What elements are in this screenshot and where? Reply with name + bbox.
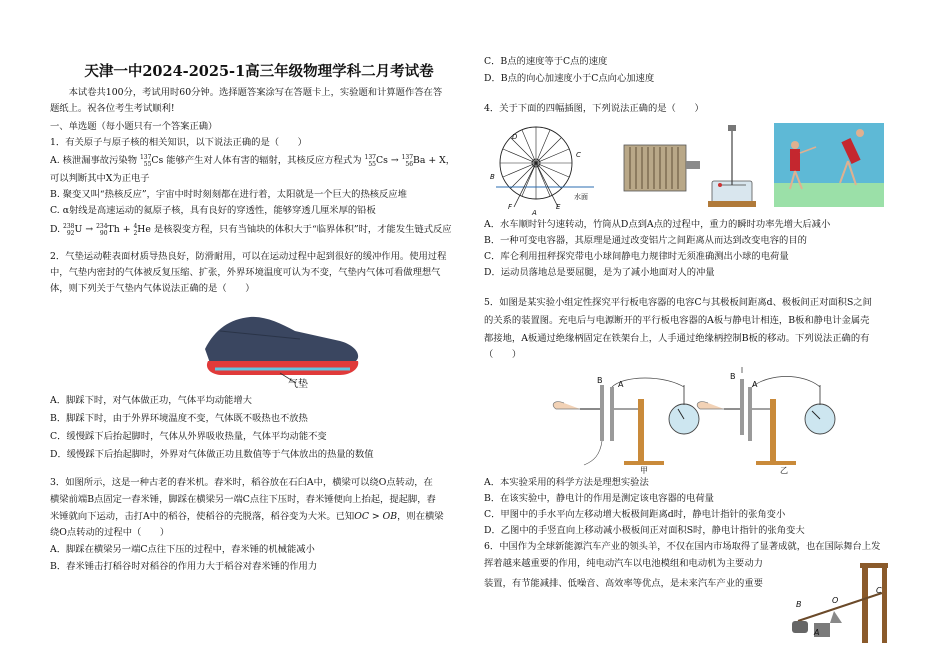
q3-option-c: C．B点的速度等于C点的速度 <box>484 56 608 67</box>
q1-option-a <box>50 151 468 171</box>
q1-option-c: C. α射线是高速运动的氦原子核，具有良好的穿透性，能够穿透几厘米厚的铅板 <box>50 205 376 216</box>
q3-option-d: D．B点的向心加速度小于C点向心加速度 <box>484 73 655 84</box>
ba-mass: 137 <box>401 153 414 161</box>
cs-z: 55 <box>143 160 152 168</box>
th-mass: 234 <box>96 222 108 230</box>
wheel-label-b: B <box>490 173 495 181</box>
cs-mass: 137 <box>139 153 152 161</box>
q5-option-b: B．在该实验中，静电计的作用是测定该电容器的电荷量 <box>484 493 714 504</box>
q2-stem-1: 2．气垫运动鞋表面材质导热良好，防滑耐用，可以在运动过程中起到很好的缓冲作用。使用过程 <box>50 251 447 262</box>
q3-stem-4: 绕O点转动的过程中（ ） <box>50 527 170 538</box>
q1-d-label: D. <box>50 224 61 235</box>
q4-option-d: D．运动员落地总是要屈腿，是为了减小地面对人的冲量 <box>484 267 715 278</box>
u-z: 92 <box>66 229 75 237</box>
capacitor-experiment-drawing <box>484 365 904 473</box>
q6-stem-1: 6．中国作为全球新能源汽车产业的领头羊，不仅在国内市场取得了显著成就，也在国际舞台上发 <box>484 541 881 552</box>
pounder-label-c: C <box>876 586 882 595</box>
q2-option-d: D．缓慢踩下后抬起脚时，外界对气体做正功且数值等于气体放出的热量的数值 <box>50 449 374 460</box>
right-column <box>484 0 904 637</box>
th-symbol: Th <box>107 224 120 235</box>
q1-option-d <box>50 219 468 241</box>
sneaker-illustration <box>50 299 468 391</box>
q3-option-b: B．舂米锤击打稻谷时对稻谷的作用力大于稻谷对舂米锤的作用力 <box>50 561 318 572</box>
q2-fig-label: 气垫 <box>288 379 308 390</box>
q2-option-a: A．脚踩下时，对气体做正功，气体平均动能增大 <box>50 395 252 406</box>
left-column <box>50 0 468 575</box>
q2-option-b: B．脚踩下时，由于外界环境温度不变，气体既不吸热也不放热 <box>50 413 308 424</box>
intro-line-2: 题纸上。祝各位考生考试顺利! <box>50 103 175 114</box>
q3-stem-3-end: ，则在横梁 <box>397 511 444 522</box>
cs2-mass: 137 <box>364 153 376 161</box>
variable-capacitor-drawing <box>624 145 700 191</box>
q1-option-b: B. 聚变又叫“热核反应”，宇宙中时时刻刻都在进行着，太阳就是一个巨大的热核反应堆 <box>50 189 407 200</box>
q1-option-a-cont: 可以判断其中X为正电子 <box>50 173 150 184</box>
q5-stem-1: 5．如图是某实验小组定性探究平行板电容器的电容C与其极板间距离d、极板间正对面积S之间 <box>484 297 872 308</box>
question-1 <box>50 135 468 241</box>
figure-yi-caption: 乙 <box>780 466 788 475</box>
figure-jia-drawing <box>553 378 699 465</box>
cs2-symbol: Cs <box>375 155 388 166</box>
intro-line-1: 本试卷共100分，考试用时60分钟。选择题答案涂写在答题卡上，实验题和计算题作答在答 <box>68 87 443 98</box>
question-6 <box>484 539 904 637</box>
he-mass: 4 <box>133 222 138 230</box>
figure-yi-drawing <box>697 367 835 465</box>
q5-option-c: C．甲图中的手水平向左移动增大板极间距离d时，静电计指针的张角变小 <box>484 509 786 520</box>
wheel-label-c: C <box>576 151 581 159</box>
q1-a-text1: A. 核泄漏事故污染物 <box>50 155 137 166</box>
arrow-1: → <box>390 155 399 166</box>
q3-stem-2: 横梁前端B点固定一舂米锤，脚踩在横梁另一端C点往下压时，舂米锤便向上抬起，提起脚，舂 <box>50 494 436 505</box>
page-title: 天津一中2024-2025-1高三年级物理学科二月考试卷 <box>84 63 434 80</box>
yi-label-a: A <box>752 380 758 389</box>
wheel-label-a: A <box>532 209 537 217</box>
q5-option-a: A．本实验采用的科学方法是理想实验法 <box>484 477 649 488</box>
plus-sign: + <box>122 224 131 235</box>
torsion-balance-drawing <box>708 125 756 207</box>
question-5 <box>484 295 904 539</box>
q5-stem-4: （ ） <box>484 349 522 360</box>
q2-stem-3: 体，则下列关于气垫内气体说法正确的是（ ） <box>50 283 255 294</box>
figure-jia-caption: 甲 <box>640 466 648 475</box>
q1-cs-nums <box>140 154 151 168</box>
u-nums <box>63 223 74 237</box>
rice-pounder-drawing <box>790 563 900 643</box>
jia-label-a: A <box>618 380 624 389</box>
th-z: 90 <box>99 229 108 237</box>
q4-option-a: A．水车顺时针匀速转动，竹筒从D点到A点的过程中，重力的瞬时功率先增大后减小 <box>484 219 831 230</box>
ba-symbol: Ba <box>413 155 426 166</box>
he-symbol: He <box>137 224 151 235</box>
q4-option-b: B．一种可变电容器，其原理是通过改变铝片之间距离从而达到改变电容的目的 <box>484 235 807 246</box>
q3-stem-3-text: 米锤就向下运动，击打A中的稻谷，使稻谷的壳脱落，稻谷变为大米。已知 <box>50 511 355 522</box>
th-nums <box>96 223 107 237</box>
pounder-label-o: O <box>832 596 839 605</box>
q3-stem-1: 3．如图所示，这是一种古老的舂米机。舂米时，稻谷放在石臼A中，横梁可以绕O点转动，在 <box>50 477 433 488</box>
q6-stem-3: 装置，有节能减排、低噪音、高效率等优点，是未来汽车产业的重要 <box>484 578 763 589</box>
q6-stem-2: 挥着越来越重要的作用，纯电动汽车以电池模组和电动机为主要动力 <box>484 558 763 569</box>
q1-a-text2: 能够产生对人体有害的辐射，其核反应方程式为 <box>166 155 362 166</box>
q1-d-text: 是核裂变方程，只有当铀块的体积大于“临界体积”时，才能发生链式反应 <box>153 224 452 235</box>
gymnast-drawing <box>774 123 884 207</box>
question-3 <box>50 475 468 575</box>
shoe-upper <box>205 317 358 363</box>
q4-illustrations <box>484 119 904 215</box>
q3-stem-3 <box>50 509 468 525</box>
q4-option-c: C．库仑利用扭秤探究带电小球间静电力规律时无须准确测出小球的电荷量 <box>484 251 789 262</box>
q5-figures <box>484 365 904 473</box>
q2-shoe-figure <box>50 299 468 391</box>
pounder-label-b: B <box>796 600 802 609</box>
u-mass: 238 <box>63 222 75 230</box>
q4-figures <box>484 119 904 215</box>
q5-stem-2: 的关系的装置图。充电后与电源断开的平行板电容器的A板与静电计相连，B板和静电计金属壳 <box>484 315 870 326</box>
he-z: 2 <box>133 229 138 237</box>
q3-option-a: A．脚踩在横梁另一端C点往下压的过程中，舂米锤的机械能减小 <box>50 544 315 555</box>
q5-option-d: D．乙图中的手竖直向上移动减小极板间正对面积S时，静电计指针的张角变大 <box>484 525 805 536</box>
u-symbol: U <box>74 224 83 235</box>
q4-stem: 4．关于下面的四幅插图，下列说法正确的是（ ） <box>484 103 704 114</box>
pounder-label-a: A <box>814 628 820 637</box>
q1-cs2-nums <box>365 154 376 168</box>
question-2 <box>50 249 468 463</box>
question-4 <box>484 101 904 281</box>
yi-label-b: B <box>730 372 736 381</box>
q5-stem-3: 都接地，A板通过绝缘柄固定在铁架台上，人手通过绝缘柄控制B板的移动。下列说法正确的有 <box>484 333 870 344</box>
ba-z: 56 <box>405 160 414 168</box>
q1-stem: 1．有关原子与原子核的相关知识，以下说法正确的是（ ） <box>50 137 307 148</box>
q3-condition: OC > OB <box>354 511 398 522</box>
wheel-label-d: D <box>512 133 518 141</box>
section-heading: 一、单选题（每小题只有一个答案正确） <box>50 121 218 132</box>
jia-label-b: B <box>597 376 603 385</box>
wheel-label-e: E <box>556 203 561 211</box>
q1-ba-nums <box>402 154 413 168</box>
q1-a-x: + X， <box>428 155 456 166</box>
cs-symbol: Cs <box>151 155 164 166</box>
cs2-z: 55 <box>368 160 376 168</box>
arrow-2: → <box>85 224 94 235</box>
wheel-label-f: F <box>508 203 513 211</box>
q2-option-c: C．缓慢踩下后抬起脚时，气体从外界吸收热量，气体平均动能不变 <box>50 431 327 442</box>
q2-stem-2: 中，气垫内密封的气体被反复压缩、扩张，外界环境温度可认为不变，气垫内气体可看做理想气 <box>50 267 441 278</box>
water-surface-label: 水面 <box>574 193 588 201</box>
